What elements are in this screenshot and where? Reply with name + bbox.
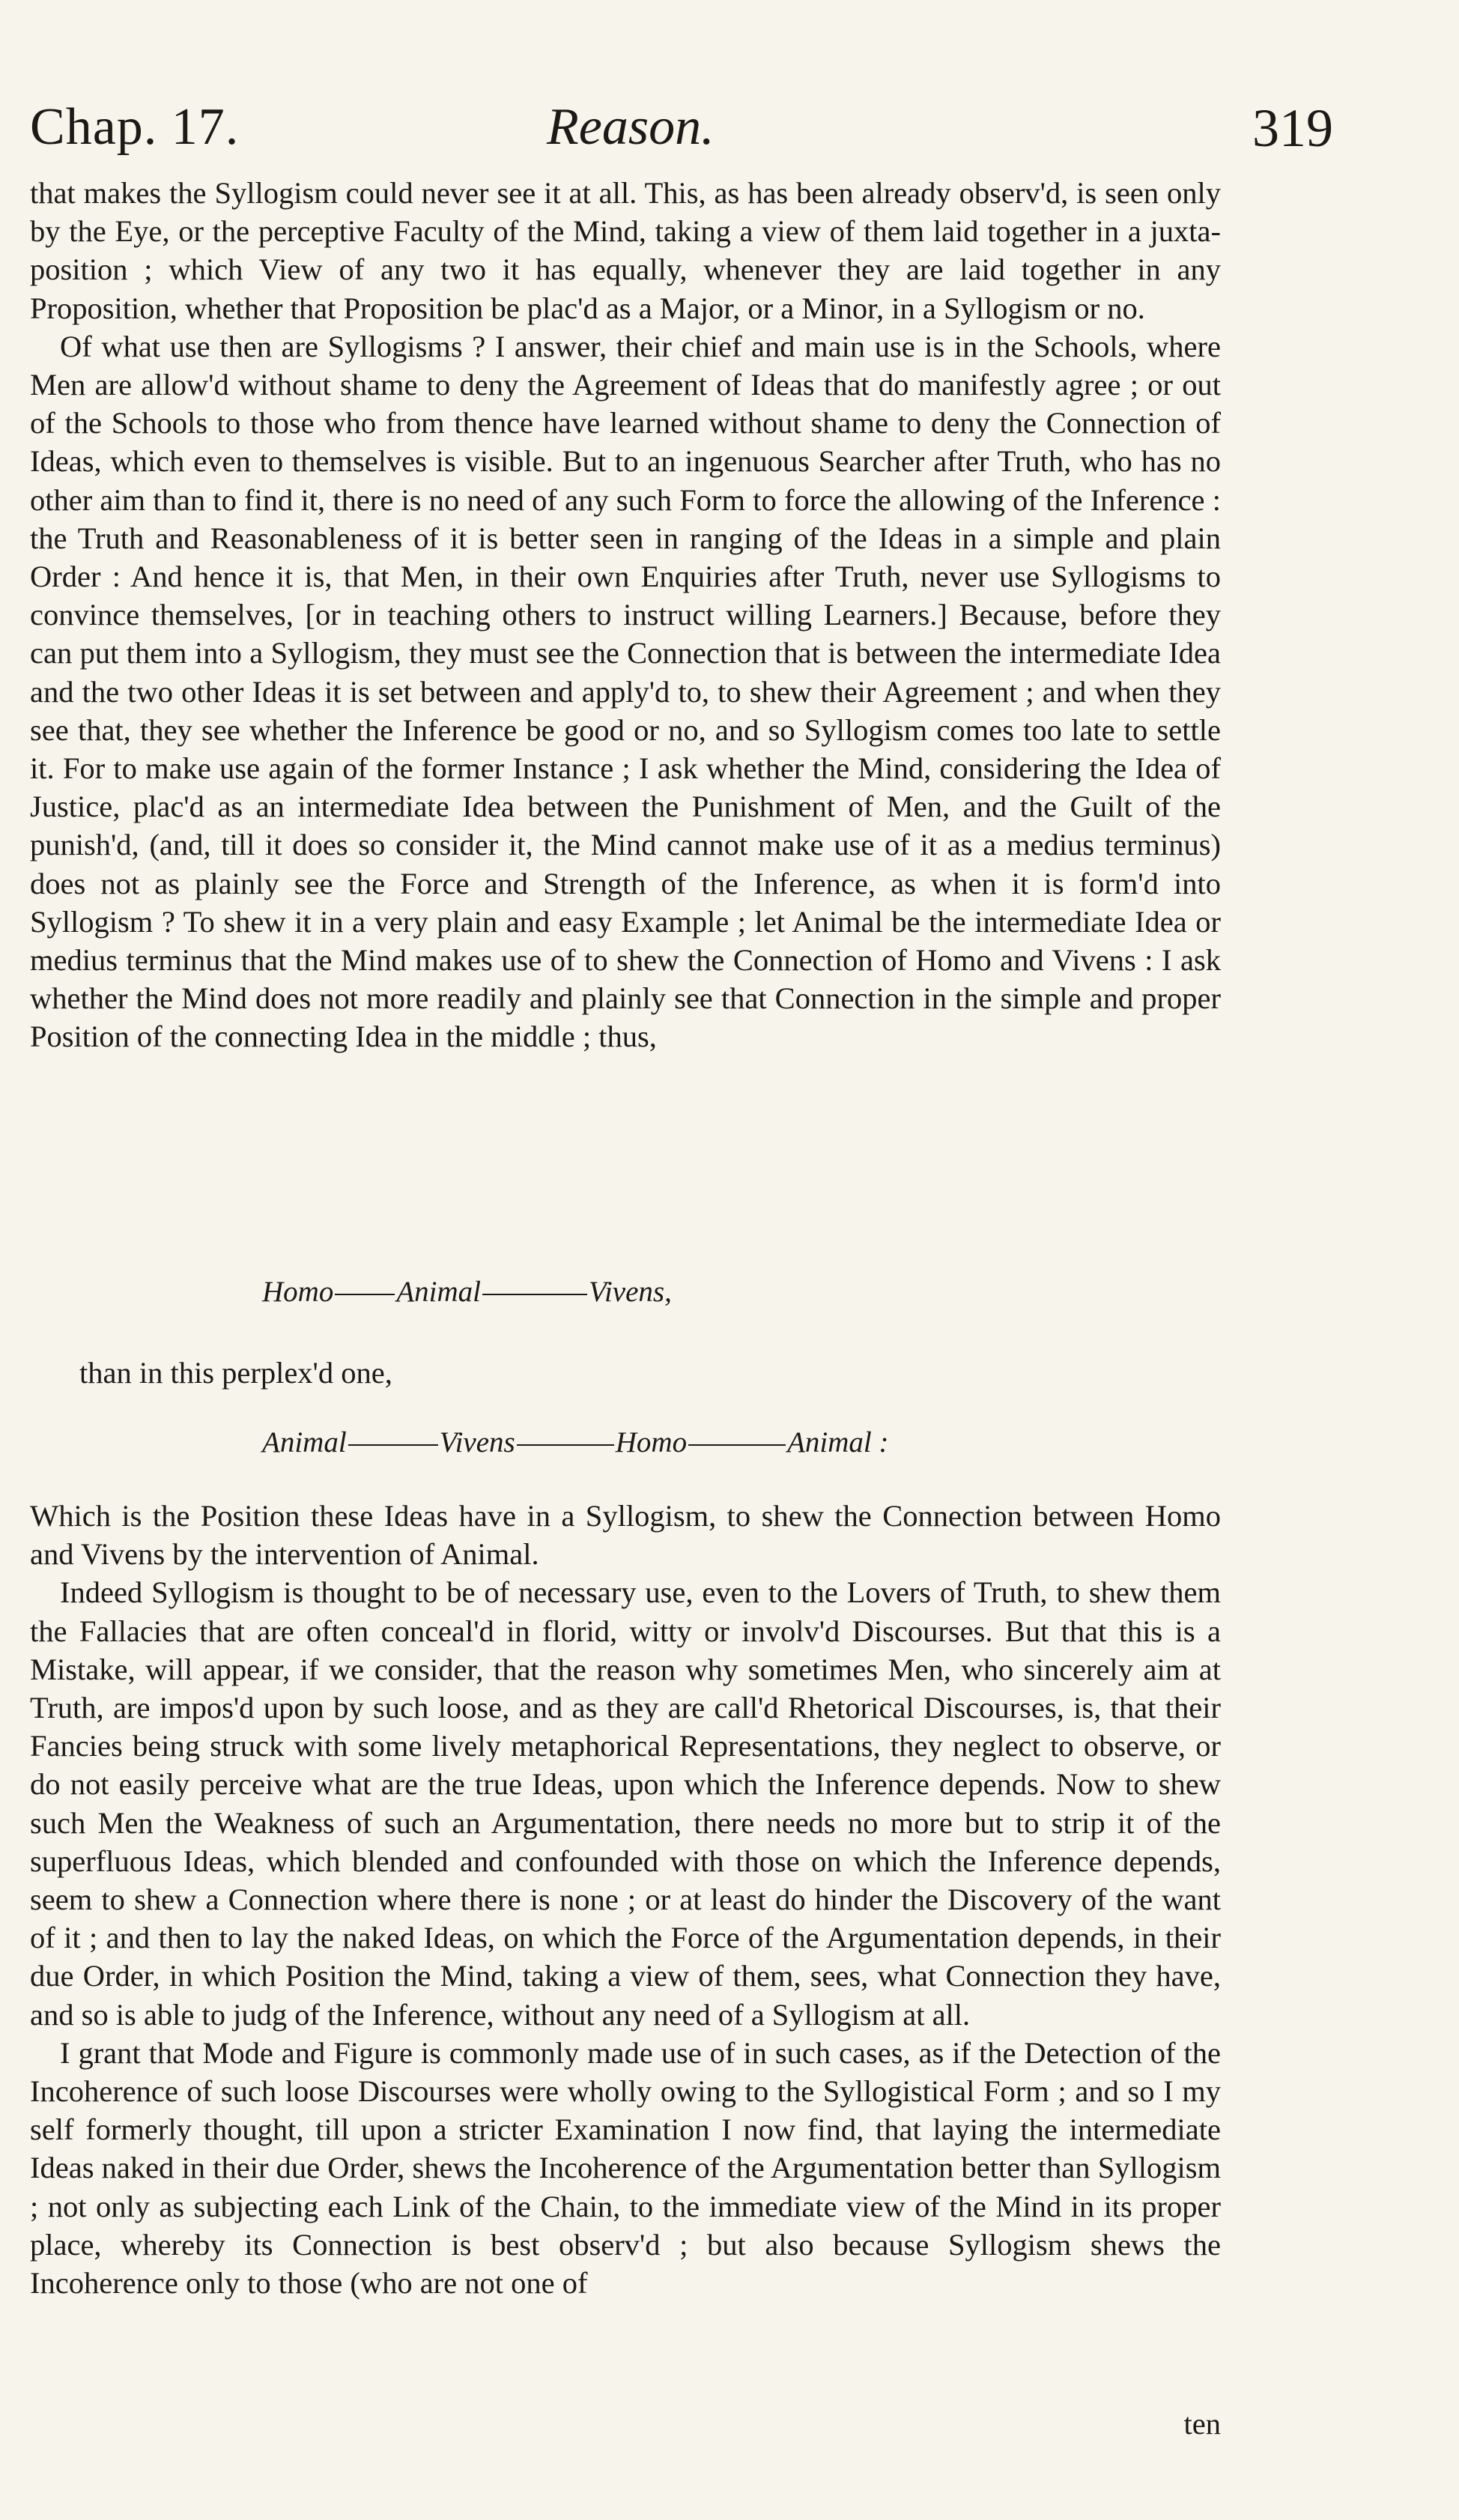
catchword: ten bbox=[1183, 2407, 1221, 2441]
diagram-term: Vivens bbox=[439, 1426, 515, 1459]
diagram-term: Animal bbox=[262, 1426, 347, 1459]
chapter-heading: Chap. 17. bbox=[30, 98, 240, 156]
body-text-upper bbox=[30, 174, 1221, 1056]
connector-line bbox=[482, 1294, 587, 1295]
page-header bbox=[30, 97, 1333, 165]
connector-line bbox=[517, 1444, 614, 1446]
paragraph: Which is the Position these Ideas have in a Syllogism, to shew the Connection between Homo and Vivens by the intervention of Animal. bbox=[30, 1499, 1221, 1572]
term-diagram-simple bbox=[262, 1275, 672, 1309]
connector-line bbox=[335, 1294, 395, 1295]
body-text-lower bbox=[30, 1497, 1221, 2302]
bridge-text: than in this perplex'd one, bbox=[79, 1356, 392, 1390]
diagram-term: Homo bbox=[262, 1276, 334, 1308]
page-number: 319 bbox=[1252, 98, 1333, 158]
paragraph: Indeed Syllogism is thought to be of necessary use, even to the Lovers of Truth, to shew them the Fallacies that are often conceal'd in florid, witty or involv'd Discourses. But that this is a Mistake, will appear, if we consider, that the reason why sometimes Men, who sincerely aim at Truth, are impos'd upon by such loose, and as they are call'd Rhetorical Discourses, is, that their Fancies being struck with some lively metaphorical Representations, they neglect to observe, or do not easily perceive what are the true Ideas, upon which the Inference depends. Now to shew such Men the Weakness of such an Argumentation, there needs no more but to strip it of the superfluous Ideas, which blended and confounded with those on which the Inference depends, seem to shew a Connection where there is none ; or at least do hinder the Discovery of the want of it ; and then to lay the naked Ideas, on which the Force of the Argumentation depends, in their due Order, in which Position the Mind, taking a view of them, sees, what Connection they have, and so is able to judg of the Inference, without any need of a Syllogism at all. bbox=[30, 1575, 1221, 2032]
paragraph: I grant that Mode and Figure is commonly made use of in such cases, as if the Detection of the Incoherence of such loose Discourses were wholly owing to the Syllogistical Form ; and so I my self formerly thought, till upon a stricter Examination I now find, that laying the intermediate Ideas naked in their due Order, shews the Incoherence of the Argumentation better than Syllogism ; not only as subjecting each Link of the Chain, to the immediate view of the Mind in its proper place, whereby its Connection is best observ'd ; but also because Syllogism shews the Incoherence only to those (who are not one of bbox=[30, 2035, 1221, 2301]
connector-line bbox=[348, 1444, 438, 1446]
paragraph: that makes the Syllogism could never see it at all. This, as has been already observ'd, is seen only by the Eye, or the perceptive Faculty of the Mind, taking a view of them laid together in a juxta-position ; which View of any two it has equally, whenever they are laid together in any Proposition, whether that Proposition be plac'd as a Major, or a Minor, in a Syllogism or no. bbox=[30, 176, 1221, 325]
running-title: Reason. bbox=[547, 98, 715, 156]
diagram-term: Animal bbox=[396, 1276, 482, 1308]
diagram-term: Vivens, bbox=[589, 1276, 672, 1308]
paragraph: Of what use then are Syllogisms ? I answer, their chief and main use is in the Schools, where Men are allow'd without shame to deny the Agreement of Ideas that do manifestly agree ; or out of the Schools to those who from thence have learned without shame to deny the Connection of Ideas, which even to themselves is visible. But to an ingenuous Searcher after Truth, who has no other aim than to find it, there is no need of any such Form to force the allowing of the Inference : the Truth and Reasonableness of it is better seen in ranging of the Ideas in a simple and plain Order : And hence it is, that Men, in their own Enquiries after Truth, never use Syllogisms to convince themselves, [or in teaching others to instruct willing Learners.] Because, before they can put them into a Syllogism, they must see the Connection that is between the intermediate Idea and the two other Ideas it is set between and apply'd to, to shew their Agreement ; and when they see that, they see whether the Inference be good or no, and so Syllogism comes too late to settle it. For to make use again of the former Instance ; I ask whether the Mind, considering the Idea of Justice, plac'd as an intermediate Idea between the Punishment of Men, and the Guilt of the punish'd, (and, till it does so consider it, the Mind cannot make use of it as a medius terminus) does not as plainly see the Force and Strength of the Inference, as when it is form'd into Syllogism ? To shew it in a very plain and easy Example ; let Animal be the intermediate Idea or medius terminus that the Mind makes use of to shew the Connection of Homo and Vivens : I ask whether the Mind does not more readily and plainly see that Connection in the simple and proper Position of the connecting Idea in the middle ; thus, bbox=[30, 329, 1221, 1054]
connector-line bbox=[688, 1444, 786, 1446]
term-diagram-perplexed bbox=[262, 1426, 888, 1459]
diagram-term: Homo bbox=[615, 1426, 688, 1459]
diagram-term: Animal : bbox=[787, 1426, 889, 1459]
